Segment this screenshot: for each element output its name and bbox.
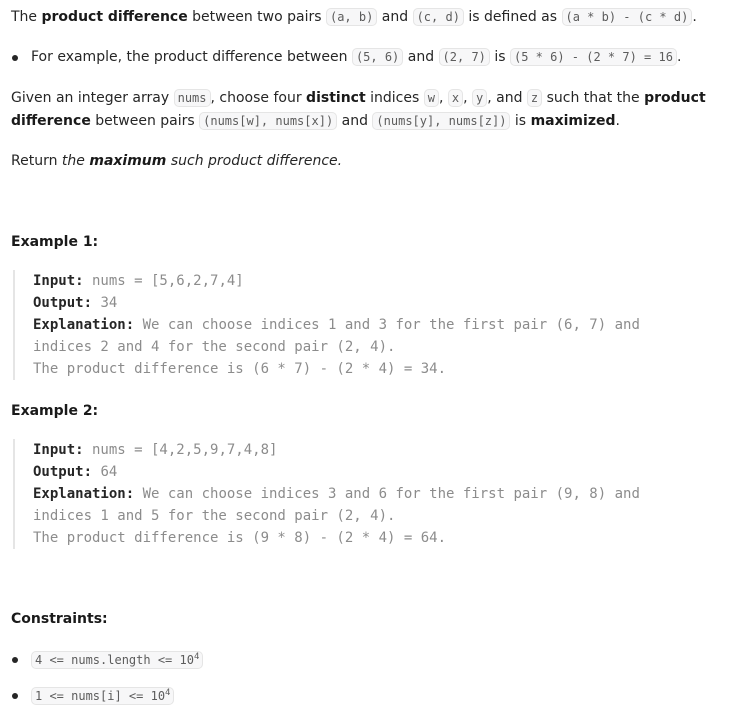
explanation-line: We can choose indices 1 and 3 for the first pair (6, 7) and bbox=[134, 317, 640, 333]
input-label: Input: bbox=[33, 442, 84, 458]
inline-code: (a, b) bbox=[326, 8, 377, 26]
intro-paragraph bbox=[11, 6, 697, 29]
text: , bbox=[463, 90, 472, 106]
text: . bbox=[676, 49, 682, 65]
inline-code: (nums[w], nums[x]) bbox=[199, 112, 337, 130]
explanation-label: Explanation: bbox=[33, 486, 135, 502]
inline-code: (2, 7) bbox=[439, 48, 490, 66]
return-paragraph bbox=[11, 150, 342, 173]
text: . bbox=[692, 9, 697, 25]
output-value: 64 bbox=[92, 464, 118, 480]
inline-code: (5, 6) bbox=[352, 48, 403, 66]
inline-code: (nums[y], nums[z]) bbox=[372, 112, 510, 130]
bold-italic-term: maximum bbox=[89, 153, 167, 169]
text: and bbox=[403, 49, 439, 65]
explanation-label: Explanation: bbox=[33, 317, 135, 333]
inline-code: y bbox=[472, 89, 487, 107]
text: , choose four bbox=[210, 90, 307, 106]
example-bullet bbox=[11, 46, 681, 69]
constraints-title: Constraints: bbox=[11, 611, 108, 627]
task-paragraph bbox=[11, 87, 711, 133]
text: , bbox=[438, 90, 448, 106]
example-1-block bbox=[13, 270, 640, 380]
inline-code: x bbox=[448, 89, 463, 107]
text: The bbox=[11, 9, 42, 25]
bold-term: maximized bbox=[530, 113, 616, 129]
explanation-line: The product difference is (9 * 8) - (2 * 4) = 64. bbox=[33, 530, 447, 546]
text: and bbox=[337, 113, 373, 129]
bold-term: product difference bbox=[11, 90, 706, 129]
output-value: 34 bbox=[92, 295, 118, 311]
inline-code: w bbox=[424, 89, 439, 107]
text: Return bbox=[11, 153, 62, 169]
text: Given an integer array bbox=[11, 90, 174, 106]
text: between pairs bbox=[90, 113, 200, 129]
bullet-icon bbox=[12, 693, 18, 699]
text: and bbox=[377, 9, 413, 25]
inline-code: z bbox=[527, 89, 542, 107]
input-value: nums = [4,2,5,9,7,4,8] bbox=[83, 442, 278, 458]
inline-code: (5 * 6) - (2 * 7) = 16 bbox=[510, 48, 677, 66]
bold-term: product difference bbox=[41, 9, 188, 25]
example-1-title: Example 1: bbox=[11, 234, 99, 250]
explanation-line: indices 2 and 4 for the second pair (2, 4). bbox=[33, 339, 396, 355]
bullet-icon bbox=[12, 55, 18, 61]
exponent: 4 bbox=[165, 688, 171, 698]
inline-code: (c, d) bbox=[413, 8, 464, 26]
inline-code: nums bbox=[174, 89, 211, 107]
text: is bbox=[510, 113, 531, 129]
text: between two pairs bbox=[187, 9, 326, 25]
explanation-line: The product difference is (6 * 7) - (2 * 4) = 34. bbox=[33, 361, 447, 377]
input-value: nums = [5,6,2,7,4] bbox=[83, 273, 244, 289]
output-label: Output: bbox=[33, 295, 93, 311]
explanation-line: indices 1 and 5 for the second pair (2, 4). bbox=[33, 508, 396, 524]
text: , and bbox=[487, 90, 527, 106]
text: such that the bbox=[542, 90, 645, 106]
text: is bbox=[489, 49, 510, 65]
text: . bbox=[615, 113, 620, 129]
constraint-item bbox=[11, 687, 174, 705]
inline-code: (a * b) - (c * d) bbox=[562, 8, 693, 26]
italic-text: the bbox=[61, 153, 90, 169]
bold-term: distinct bbox=[306, 90, 366, 106]
italic-text: such product difference. bbox=[166, 153, 343, 169]
constraint-code bbox=[31, 687, 174, 705]
text: is defined as bbox=[463, 9, 562, 25]
constraint-item bbox=[11, 651, 203, 669]
bullet-icon bbox=[12, 657, 18, 663]
output-label: Output: bbox=[33, 464, 93, 480]
explanation-line: We can choose indices 3 and 6 for the first pair (9, 8) and bbox=[134, 486, 640, 502]
text: indices bbox=[365, 90, 424, 106]
constraint-code bbox=[31, 651, 203, 669]
example-2-block bbox=[13, 439, 640, 549]
constraint-text: 1 <= nums[i] <= 10 bbox=[35, 689, 166, 703]
example-2-title: Example 2: bbox=[11, 403, 99, 419]
exponent: 4 bbox=[193, 652, 200, 662]
constraint-text: 4 <= nums.length <= 10 bbox=[35, 653, 194, 667]
input-label: Input: bbox=[33, 273, 84, 289]
bullet-text bbox=[31, 46, 681, 69]
text: For example, the product difference between bbox=[31, 49, 352, 65]
